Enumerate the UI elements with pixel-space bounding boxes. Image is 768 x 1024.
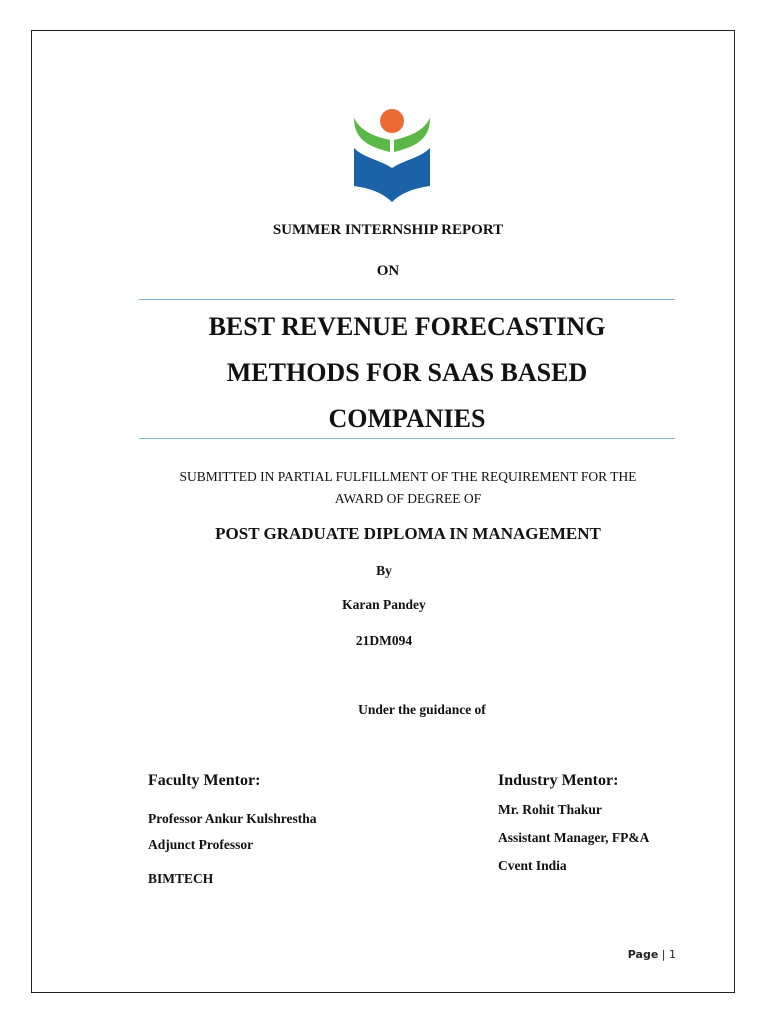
title-line: METHODS FOR SAAS BASED	[226, 358, 588, 387]
by-label: By	[376, 563, 392, 578]
industry-mentor-company: Cvent India	[498, 858, 567, 873]
report-type: SUMMER INTERNSHIP REPORT	[272, 222, 504, 238]
title-rule-top	[139, 299, 675, 300]
degree-name: POST GRADUATE DIPLOMA IN MANAGEMENT	[215, 524, 601, 543]
page-label: Page	[627, 948, 659, 961]
industry-mentor-name: Mr. Rohit Thakur	[498, 802, 602, 817]
logo-book	[354, 148, 430, 202]
faculty-mentor-designation: Adjunct Professor	[148, 837, 254, 852]
connector-on: ON	[376, 263, 400, 279]
guidance-label: Under the guidance of	[358, 702, 486, 717]
page-footer	[600, 948, 676, 961]
title-line: BEST REVENUE FORECASTING	[208, 312, 606, 341]
title-line: COMPANIES	[328, 404, 486, 433]
industry-mentor-designation: Assistant Manager, FP&A	[498, 830, 650, 845]
submission-statement	[150, 466, 666, 510]
industry-mentor-heading: Industry Mentor:	[498, 772, 619, 789]
submission-line: SUBMITTED IN PARTIAL FULFILLMENT OF THE REQUIREMENT FOR THE	[179, 469, 637, 484]
faculty-mentor-name: Professor Ankur Kulshrestha	[148, 811, 317, 826]
student-id: 21DM094	[355, 633, 413, 648]
submission-line: AWARD OF DEGREE OF	[334, 491, 482, 506]
page-number: 1	[669, 948, 676, 961]
faculty-mentor-heading: Faculty Mentor:	[148, 772, 261, 789]
student-name: Karan Pandey	[342, 597, 426, 612]
logo-orange-dot	[380, 109, 404, 133]
institution-logo	[350, 106, 434, 204]
title-rule-bottom	[139, 438, 675, 439]
faculty-mentor-institution: BIMTECH	[148, 871, 214, 886]
report-title	[139, 304, 675, 442]
page-separator: |	[661, 948, 666, 961]
